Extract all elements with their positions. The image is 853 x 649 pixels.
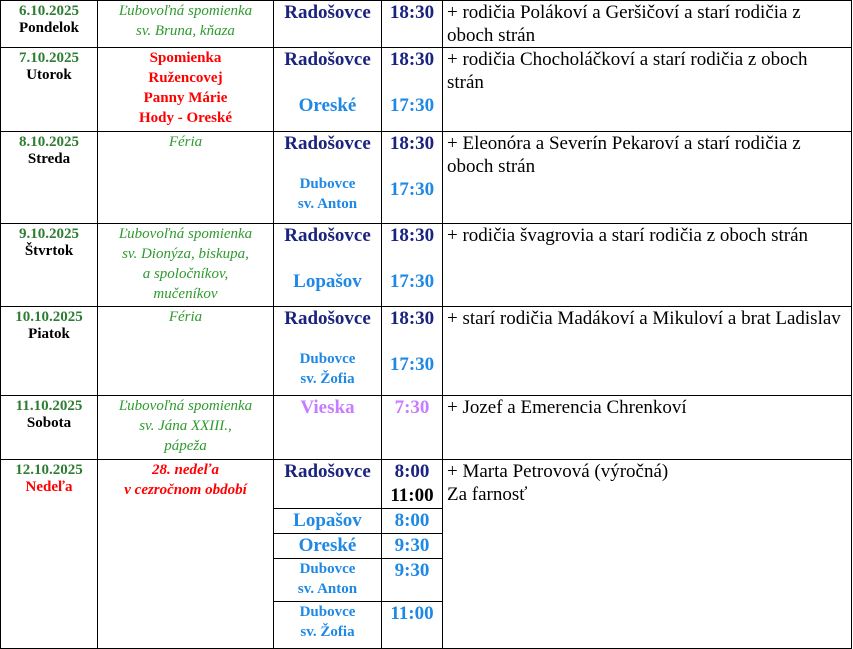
weekday: Utorok bbox=[26, 67, 72, 83]
place-cell bbox=[274, 1, 382, 48]
place-cell bbox=[274, 48, 382, 132]
feast-line: 28. nedeľa bbox=[152, 462, 219, 478]
time-cell bbox=[382, 48, 443, 132]
feast-line: v cezročnom období bbox=[124, 482, 247, 498]
schedule-row-sunday bbox=[1, 460, 852, 649]
sub-cell bbox=[382, 558, 442, 601]
sub-cell bbox=[382, 601, 442, 642]
place-name: Oreské bbox=[298, 95, 357, 116]
intention-cell bbox=[443, 307, 852, 396]
sub-cell bbox=[274, 533, 381, 558]
schedule-row-friday bbox=[1, 307, 852, 396]
intention-text: + rodičia švagrovia a starí rodičia z oboch strán bbox=[447, 225, 809, 246]
place-line: Dubovce bbox=[299, 176, 356, 192]
place-name: Radošovce bbox=[284, 49, 371, 70]
place-line: Dubovce bbox=[299, 604, 356, 620]
mass-time: 9:30 bbox=[394, 535, 430, 556]
intention-text: Za farnosť bbox=[447, 484, 528, 505]
date: 8.10.2025 bbox=[19, 134, 79, 150]
feast-line: Spomienka bbox=[149, 50, 222, 66]
place-cell bbox=[274, 460, 382, 649]
place-cell bbox=[274, 396, 382, 460]
mass-time: 9:30 bbox=[394, 560, 430, 581]
intention-text: + rodičia Polákoví a Geršičoví a starí rodičia z oboch strán bbox=[447, 2, 801, 46]
mass-time: 18:30 bbox=[389, 225, 435, 246]
feast-line: Hody - Oreské bbox=[138, 110, 233, 126]
place-name: Oreské bbox=[298, 535, 357, 556]
place-name: Radošovce bbox=[284, 225, 371, 246]
place-name bbox=[274, 174, 381, 214]
place-cell bbox=[274, 307, 382, 396]
mass-time: 17:30 bbox=[389, 354, 435, 375]
feast-line: mučeníkov bbox=[153, 286, 218, 302]
sub-cell bbox=[382, 508, 442, 533]
place-name bbox=[274, 558, 381, 601]
place-name: Vieska bbox=[300, 397, 355, 418]
place-name: Radošovce bbox=[284, 133, 371, 154]
schedule-row-wednesday bbox=[1, 132, 852, 224]
time-cell bbox=[382, 224, 443, 307]
intention-cell bbox=[443, 48, 852, 132]
date-cell bbox=[1, 396, 98, 460]
intention-text: + Marta Petrovová (výročná) bbox=[447, 461, 669, 482]
time-cell bbox=[382, 1, 443, 48]
date-cell bbox=[1, 224, 98, 307]
schedule-row-tuesday bbox=[1, 48, 852, 132]
sub-cell bbox=[382, 460, 442, 508]
mass-time: 8:00 bbox=[394, 461, 430, 482]
intention-cell bbox=[443, 460, 852, 649]
feast-cell bbox=[98, 1, 274, 48]
weekday: Pondelok bbox=[18, 20, 79, 36]
mass-time: 17:30 bbox=[389, 95, 435, 116]
weekday: Streda bbox=[27, 151, 71, 167]
date-cell bbox=[1, 132, 98, 224]
time-cell bbox=[382, 460, 443, 649]
place-name: Lopašov bbox=[293, 510, 362, 531]
intention-cell bbox=[443, 1, 852, 48]
place-line: Dubovce bbox=[299, 351, 356, 367]
mass-time: 18:30 bbox=[389, 2, 435, 23]
intention-text: + rodičia Chocholáčkoví a starí rodičia z oboch strán bbox=[447, 49, 808, 93]
mass-time: 18:30 bbox=[389, 308, 435, 329]
date-cell bbox=[1, 307, 98, 396]
schedule-row-thursday bbox=[1, 224, 852, 307]
feast-line: Ružencovej bbox=[148, 70, 223, 86]
feast-cell bbox=[98, 224, 274, 307]
place-line: sv. Žofia bbox=[300, 624, 355, 640]
mass-time: 11:00 bbox=[390, 603, 434, 624]
feast-line: Féria bbox=[168, 309, 203, 325]
date: 10.10.2025 bbox=[15, 309, 83, 325]
mass-time: 8:00 bbox=[394, 510, 430, 531]
date: 11.10.2025 bbox=[15, 398, 83, 414]
feast-line: sv. Bruna, kňaza bbox=[136, 23, 235, 39]
place-name: Radošovce bbox=[284, 2, 371, 23]
date: 9.10.2025 bbox=[19, 226, 79, 242]
place-cell bbox=[274, 224, 382, 307]
place-name: Radošovce bbox=[284, 308, 371, 329]
date: 12.10.2025 bbox=[15, 462, 83, 478]
feast-line: Féria bbox=[168, 134, 203, 150]
feast-line: pápeža bbox=[164, 438, 207, 454]
date-cell bbox=[1, 1, 98, 48]
place-name: Radošovce bbox=[284, 461, 371, 482]
schedule-row-saturday bbox=[1, 396, 852, 460]
feast-line: Ľubovoľná spomienka bbox=[118, 3, 253, 19]
date-cell bbox=[1, 460, 98, 649]
place-line: sv. Anton bbox=[297, 581, 358, 597]
feast-line: Ľubovoľná spomienka bbox=[118, 226, 253, 242]
intention-cell bbox=[443, 396, 852, 460]
feast-line: Ľubovoľná spomienka bbox=[118, 398, 253, 414]
weekday: Sobota bbox=[26, 415, 72, 431]
place-line: sv. Žofia bbox=[300, 371, 355, 387]
mass-time: 17:30 bbox=[389, 179, 435, 200]
mass-time: 17:30 bbox=[389, 271, 435, 292]
place-cell bbox=[274, 132, 382, 224]
intention-text: + Eleonóra a Severín Pekaroví a starí rodičia z oboch strán bbox=[447, 133, 801, 177]
time-cell bbox=[382, 307, 443, 396]
feast-cell bbox=[98, 396, 274, 460]
intention-text: + starí rodičia Madákoví a Mikuloví a brat Ladislav bbox=[447, 308, 841, 329]
place-line: sv. Anton bbox=[297, 196, 358, 212]
mass-time: 18:30 bbox=[389, 133, 435, 154]
sub-cell bbox=[274, 460, 381, 508]
time-cell bbox=[382, 132, 443, 224]
place-name bbox=[274, 349, 381, 389]
place-name: Lopašov bbox=[293, 271, 362, 292]
feast-line: Panny Márie bbox=[143, 90, 228, 106]
mass-time: 11:00 bbox=[390, 485, 434, 506]
weekday: Štvrtok bbox=[24, 243, 74, 259]
place-name bbox=[274, 601, 381, 642]
time-cell bbox=[382, 396, 443, 460]
weekday: Piatok bbox=[28, 326, 70, 342]
schedule-row-monday bbox=[1, 1, 852, 48]
place-line: Dubovce bbox=[299, 561, 356, 577]
feast-cell bbox=[98, 48, 274, 132]
mass-time: 7:30 bbox=[394, 397, 430, 418]
feast-cell bbox=[98, 132, 274, 224]
intention-cell bbox=[443, 224, 852, 307]
sub-cell bbox=[382, 533, 442, 558]
feast-line: a spoločníkov, bbox=[142, 266, 229, 282]
feast-line: sv. Jána XXIII., bbox=[139, 418, 232, 434]
feast-cell bbox=[98, 460, 274, 649]
date-cell bbox=[1, 48, 98, 132]
weekday: Nedeľa bbox=[25, 479, 73, 495]
mass-time: 18:30 bbox=[389, 49, 435, 70]
feast-cell bbox=[98, 307, 274, 396]
date: 6.10.2025 bbox=[19, 3, 79, 19]
feast-line: sv. Dionýza, biskupa, bbox=[122, 246, 249, 262]
intention-cell bbox=[443, 132, 852, 224]
sub-cell bbox=[274, 508, 381, 533]
intention-text: + Jozef a Emerencia Chrenkoví bbox=[447, 397, 687, 418]
date: 7.10.2025 bbox=[19, 50, 79, 66]
